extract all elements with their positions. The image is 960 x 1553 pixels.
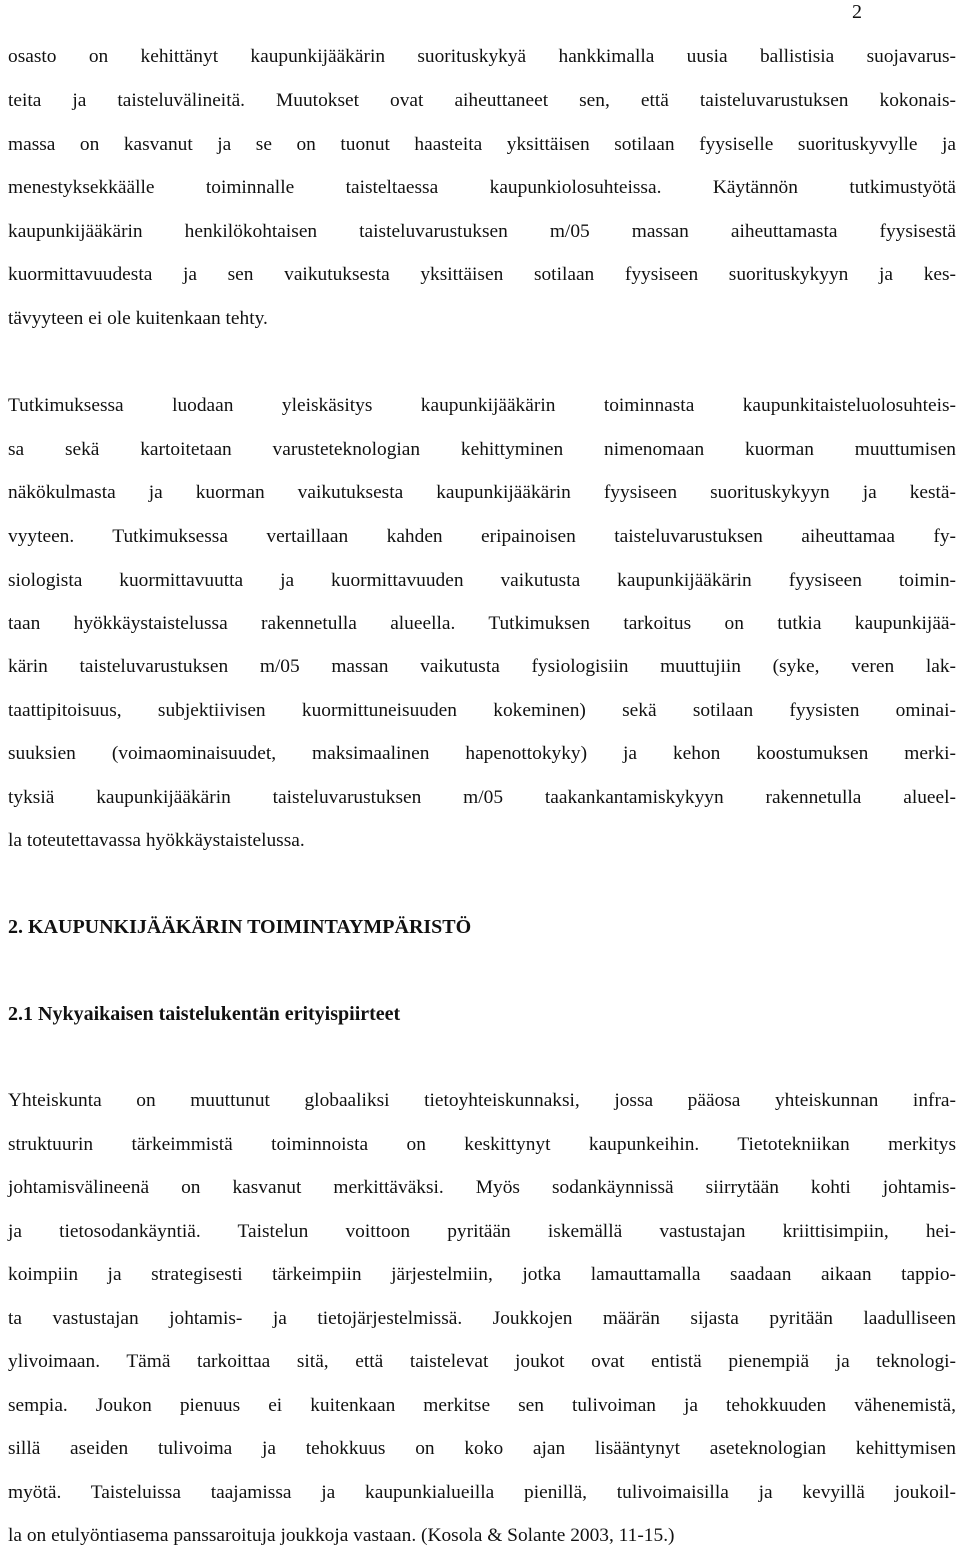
paragraph-1-line: teita ja taisteluvälineitä. Muutokset ovat aiheuttaneet sen, että taisteluvarustuksen kokonais-: [8, 90, 956, 111]
paragraph-1-line: kaupunkijääkärin henkilökohtaisen taisteluvarustuksen m/05 massan aiheuttamasta fyysisestä: [8, 221, 956, 242]
paragraph-3-line: sillä aseiden tulivoima ja tehokkuus on koko ajan lisääntynyt aseteknologian kehittymisen: [8, 1438, 956, 1459]
paragraph-2-line: taattipitoisuus, subjektiivisen kuormittuneisuuden kokeminen) sekä sotilaan fyysisten ominai-: [8, 700, 956, 721]
paragraph-2-line: suuksien (voimaominaisuudet, maksimaalinen hapenottokyky) ja kehon koostumuksen merki-: [8, 743, 956, 764]
paragraph-2-line: taan hyökkäystaistelussa rakennetulla alueella. Tutkimuksen tarkoitus on tutkia kaupunkijää-: [8, 613, 956, 634]
paragraph-3-line: koimpiin ja strategisesti tärkeimpiin järjestelmiin, jotka lamauttamalla saadaan aikaan tappio-: [8, 1264, 956, 1285]
paragraph-3-line: ylivoimaan. Tämä tarkoittaa sitä, että taistelevat joukot ovat entistä pienempiä ja teknologi-: [8, 1351, 956, 1372]
paragraph-2-line: tyksiä kaupunkijääkärin taisteluvarustuksen m/05 taakankantamiskykyyn rakennetulla alueel-: [8, 787, 956, 808]
paragraph-1-line: osasto on kehittänyt kaupunkijääkärin suorituskykyä hankkimalla uusia ballistisia suojavarus-: [8, 46, 956, 67]
paragraph-2-line: siologista kuormittavuutta ja kuormittavuuden vaikutusta kaupunkijääkärin fyysiseen toimin-: [8, 570, 956, 591]
paragraph-2-line: vyyteen. Tutkimuksessa vertaillaan kahden eripainoisen taisteluvarustuksen aiheuttamaa fy-: [8, 526, 956, 547]
paragraph-3-line: ja tietosodankäyntiä. Taistelun voittoon pyritään iskemällä vastustajan kriittisimpiin, hei-: [8, 1221, 956, 1242]
paragraph-2-line: Tutkimuksessa luodaan yleiskäsitys kaupunkijääkärin toiminnasta kaupunkitaisteluolosuhteis-: [8, 395, 956, 416]
paragraph-1-line: kuormittavuudesta ja sen vaikutuksesta yksittäisen sotilaan fyysiseen suorituskykyyn ja kes-: [8, 264, 956, 285]
paragraph-1-line: massa on kasvanut ja se on tuonut haasteita yksittäisen sotilaan fyysiselle suorituskyvylle ja: [8, 134, 956, 155]
paragraph-2-line: näkökulmasta ja kuorman vaikutuksesta kaupunkijääkärin fyysiseen suorituskykyyn ja kestä-: [8, 482, 956, 503]
paragraph-3-line: Yhteiskunta on muuttunut globaaliksi tietoyhteiskunnaksi, jossa pääosa yhteiskunnan infra-: [8, 1090, 956, 1111]
paragraph-1-line: tävyyteen ei ole kuitenkaan tehty.: [8, 308, 268, 329]
section-heading: 2. KAUPUNKIJÄÄKÄRIN TOIMINTAYMPÄRISTÖ: [8, 916, 472, 938]
paragraph-2-line: kärin taisteluvarustuksen m/05 massan vaikutusta fysiologisiin muuttujiin (syke, veren lak-: [8, 656, 956, 677]
paragraph-3-line: sempia. Joukon pienuus ei kuitenkaan merkitse sen tulivoiman ja tehokkuuden vähenemistä,: [8, 1395, 956, 1416]
paragraph-3-line: myötä. Taisteluissa taajamissa ja kaupunkialueilla pienillä, tulivoimaisilla ja kevyillä joukoil-: [8, 1482, 956, 1503]
paragraph-3-line: struktuurin tärkeimmistä toiminnoista on keskittynyt kaupunkeihin. Tietotekniikan merkitys: [8, 1134, 956, 1155]
paragraph-1-line: menestyksekkäälle toiminnalle taisteltaessa kaupunkiolosuhteissa. Käytännön tutkimustyötä: [8, 177, 956, 198]
paragraph-3-line: johtamisvälineenä on kasvanut merkittäväksi. Myös sodankäynnissä siirrytään kohti johtamis-: [8, 1177, 956, 1198]
subsection-heading: 2.1 Nykyaikaisen taistelukentän erityispiirteet: [8, 1003, 401, 1025]
paragraph-2-line: sa sekä kartoitetaan varusteteknologian kehittyminen nimenomaan kuorman muuttumisen: [8, 439, 956, 460]
paragraph-3-line: ta vastustajan johtamis- ja tietojärjestelmissä. Joukkojen määrän sijasta pyritään laadulliseen: [8, 1308, 956, 1329]
paragraph-2-line: la toteutettavassa hyökkäystaistelussa.: [8, 830, 305, 851]
page-number: 2: [852, 1, 862, 23]
paragraph-3-line: la on etulyöntiasema panssaroituja joukkoja vastaan. (Kosola & Solante 2003, 11-15.): [8, 1525, 675, 1546]
